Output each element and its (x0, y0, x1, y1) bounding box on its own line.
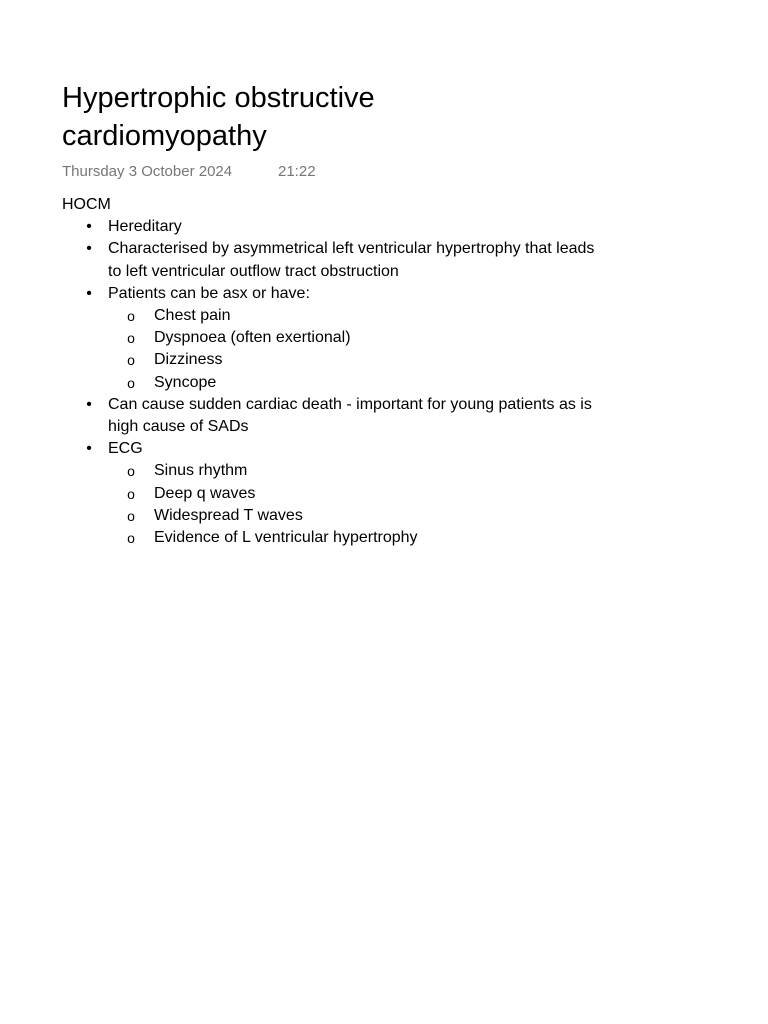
list-item-text: ECG (108, 440, 143, 458)
bullet-icon: • (86, 284, 92, 302)
list-item (62, 238, 602, 282)
note-date: Thursday 3 October 2024 (62, 163, 233, 180)
sub-list-item-text: Deep q waves (154, 484, 256, 502)
sub-list-item-text: Dyspnoea (often exertional) (154, 329, 351, 347)
bullet-icon: • (86, 218, 92, 236)
sub-bullet-list (108, 460, 602, 549)
sub-list-item-text: Widespread T waves (154, 506, 303, 524)
sub-list-item (107, 460, 602, 482)
list-item-text: Patients can be asx or have: (108, 284, 310, 302)
sub-bullet-icon: o (127, 507, 135, 524)
note-timestamp (62, 162, 316, 182)
sub-bullet-icon: o (127, 308, 135, 325)
page-title: Hypertrophic obstructive cardiomyopathy (62, 82, 375, 152)
sub-list-item (107, 527, 602, 549)
sub-list-item (107, 349, 602, 371)
sub-bullet-icon: o (127, 330, 135, 347)
sub-bullet-icon: o (127, 374, 135, 391)
list-item-text: Characterised by asymmetrical left ventricular hypertrophy that leads to left ventricular outflow tract obstruction (108, 240, 595, 280)
sub-list-item (107, 505, 602, 527)
sub-bullet-icon: o (127, 352, 135, 369)
sub-bullet-icon: o (127, 463, 135, 480)
note-time: 21:22 (278, 163, 316, 180)
sub-list-item (107, 305, 602, 327)
list-item (62, 438, 602, 549)
section-heading: HOCM (62, 196, 111, 213)
sub-list-item (107, 327, 602, 349)
bullet-list (62, 216, 602, 549)
sub-bullet-list (108, 305, 602, 394)
list-item-text: Can cause sudden cardiac death - important for young patients as is high cause of SADs (108, 395, 592, 436)
sub-list-item-text: Dizziness (154, 351, 223, 369)
bullet-icon: • (86, 240, 92, 258)
list-item (62, 216, 602, 238)
sub-list-item-text: Evidence of L ventricular hypertrophy (154, 529, 418, 547)
list-item-text: Hereditary (108, 218, 182, 236)
sub-list-item-text: Sinus rhythm (154, 462, 248, 480)
sub-bullet-icon: o (127, 530, 135, 547)
sub-bullet-icon: o (127, 485, 135, 502)
sub-list-item (107, 483, 602, 505)
sub-list-item (107, 372, 602, 394)
bullet-icon: • (86, 440, 92, 458)
note-body[interactable] (62, 194, 602, 549)
list-item (62, 283, 602, 394)
sub-list-item-text: Syncope (154, 373, 217, 391)
sub-list-item-text: Chest pain (154, 307, 231, 325)
list-item (62, 394, 602, 438)
bullet-icon: • (86, 395, 92, 413)
